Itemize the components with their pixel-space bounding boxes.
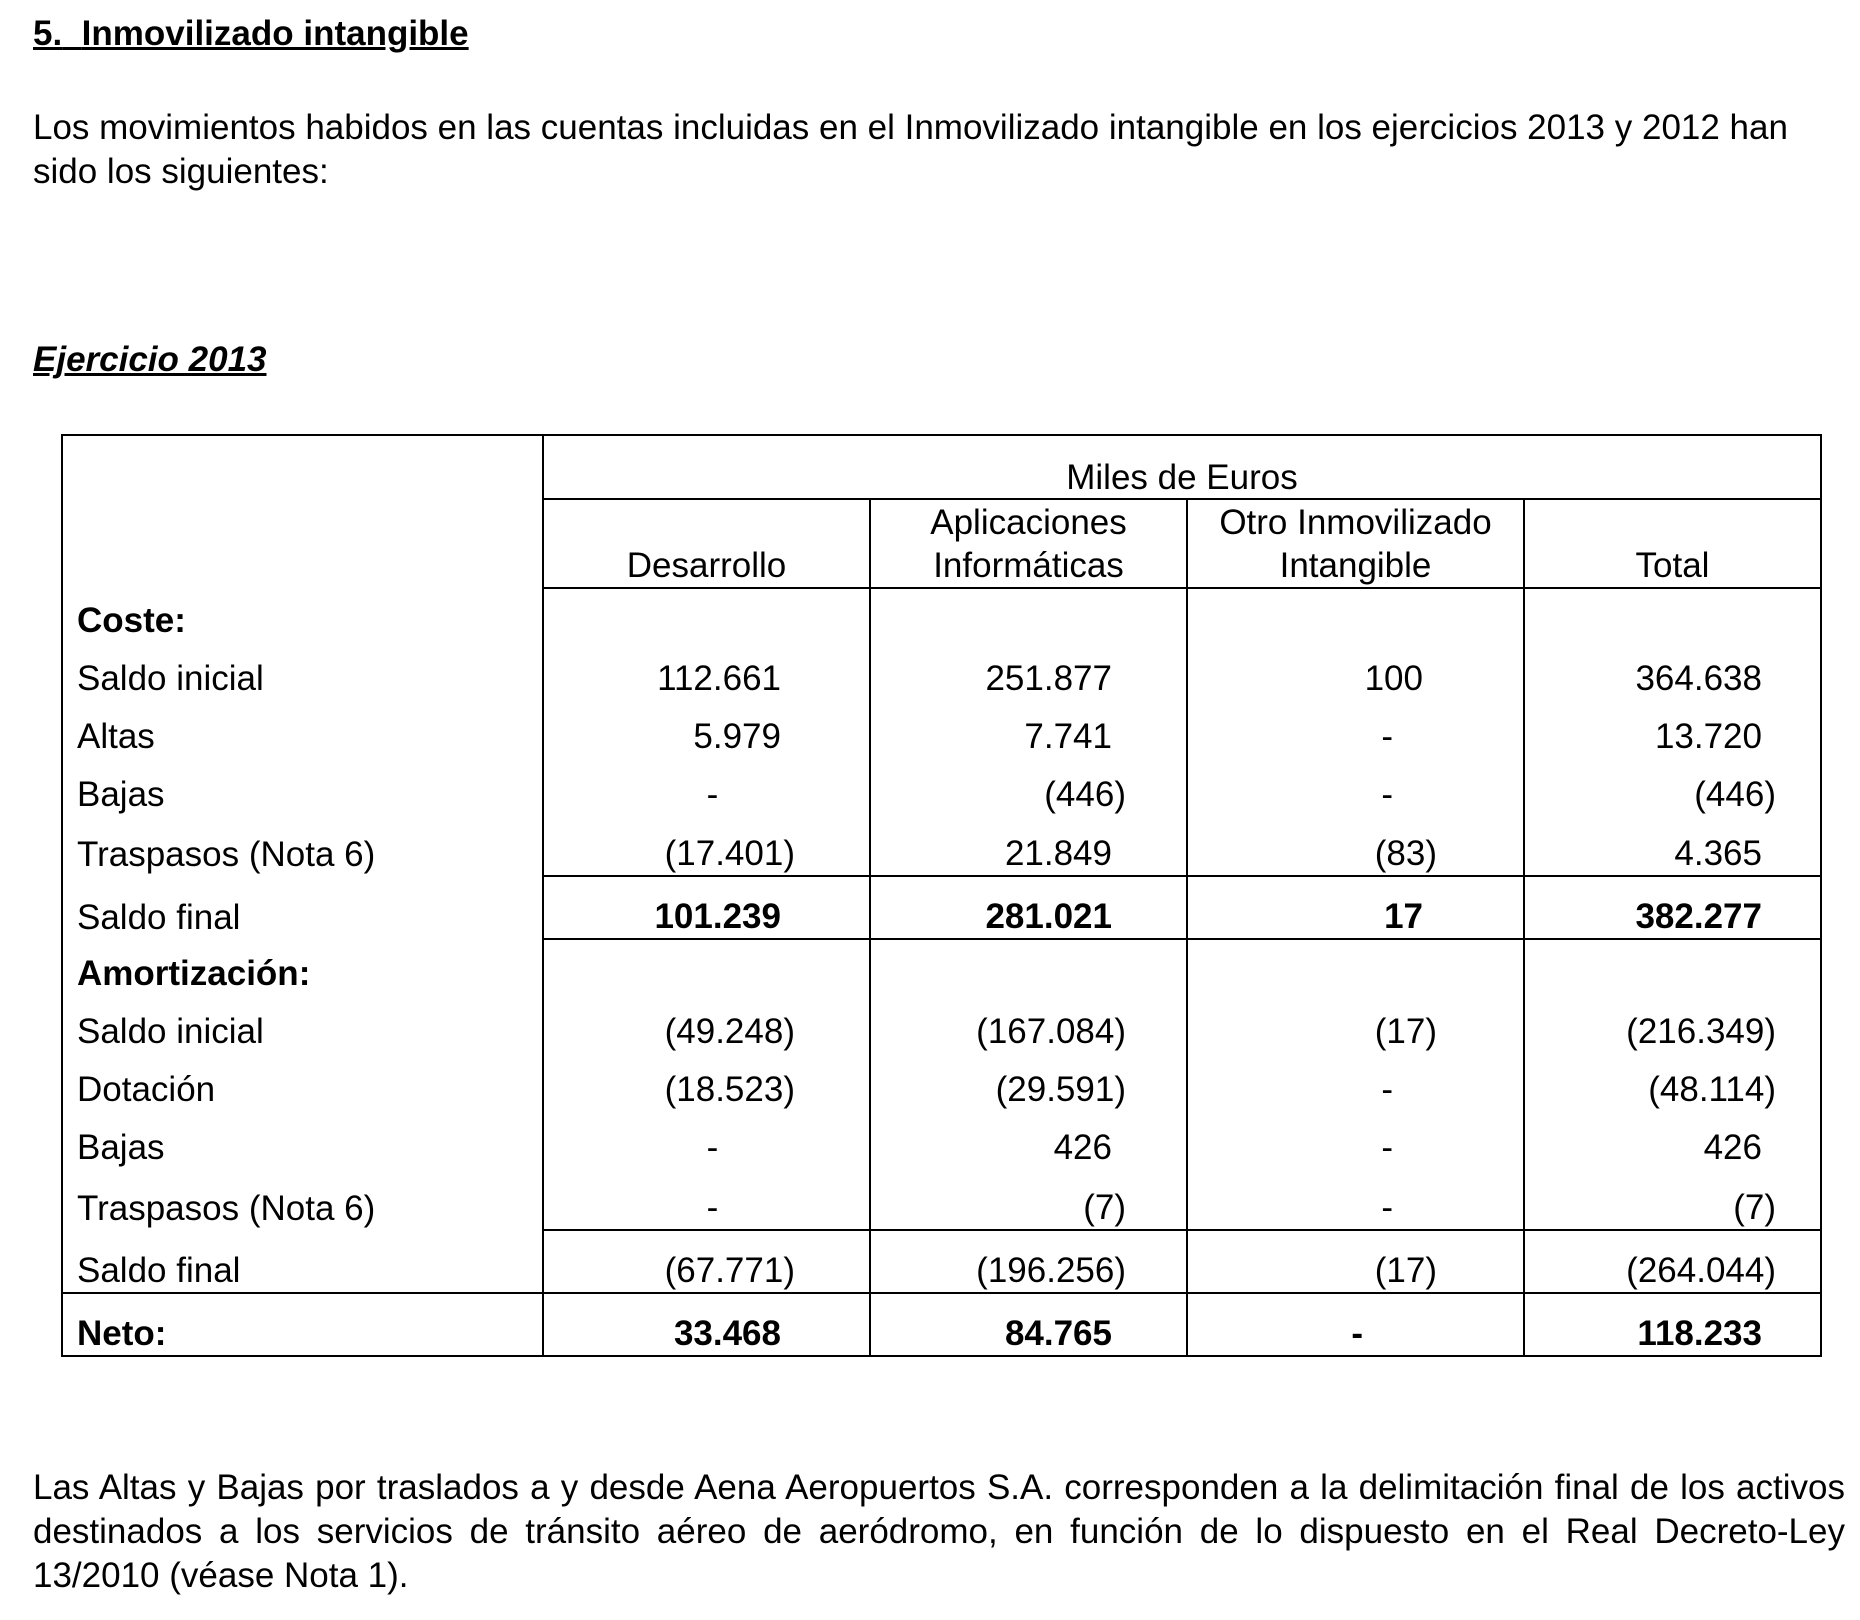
cell-value: (7)	[1524, 1169, 1821, 1230]
cell-value: -	[1187, 1293, 1524, 1356]
section-row	[62, 588, 1821, 642]
table-row	[62, 700, 1821, 758]
cell-value: (29.591)	[870, 1053, 1187, 1111]
row-label: Bajas	[62, 1111, 543, 1169]
header-empty-cell	[62, 435, 543, 588]
cell-value: 118.233	[1524, 1293, 1821, 1356]
row-label: Saldo final	[62, 876, 543, 939]
group-header: Miles de Euros	[543, 435, 1821, 499]
table-row-subtotal	[62, 1230, 1821, 1293]
cell-value: 100	[1187, 642, 1524, 700]
table-row	[62, 758, 1821, 816]
cell-value: 4.365	[1524, 816, 1821, 876]
table-row	[62, 1111, 1821, 1169]
cell-value: (17)	[1187, 1230, 1524, 1293]
col-header-otro-inmovilizado: Otro Inmovilizado Intangible	[1187, 499, 1524, 588]
cell-value: (167.084)	[870, 995, 1187, 1053]
cell-value: (18.523)	[543, 1053, 870, 1111]
cell-value: -	[1187, 700, 1524, 758]
table-row	[62, 1053, 1821, 1111]
col-header-desarrollo: Desarrollo	[543, 499, 870, 588]
cell-value: -	[1187, 758, 1524, 816]
intro-paragraph: Los movimientos habidos en las cuentas incluidas en el Inmovilizado intangible en los ejercicios 2013 y 2012 han sido los siguientes:	[33, 108, 1788, 191]
cell-value: -	[1187, 1053, 1524, 1111]
table-row	[62, 995, 1821, 1053]
cell-value: 382.277	[1524, 876, 1821, 939]
row-label: Traspasos (Nota 6)	[62, 816, 543, 876]
table-row-subtotal	[62, 876, 1821, 939]
cell-value: 13.720	[1524, 700, 1821, 758]
row-label: Altas	[62, 700, 543, 758]
cell-value: -	[1187, 1111, 1524, 1169]
table-row	[62, 1169, 1821, 1230]
section-label-amortizacion: Amortización:	[62, 939, 543, 995]
row-label: Dotación	[62, 1053, 543, 1111]
cell-value: 426	[870, 1111, 1187, 1169]
cell-value: (446)	[870, 758, 1187, 816]
cell-value: (446)	[1524, 758, 1821, 816]
table-row	[62, 642, 1821, 700]
row-label: Saldo inicial	[62, 642, 543, 700]
cell-value: 251.877	[870, 642, 1187, 700]
cell-value: 364.638	[1524, 642, 1821, 700]
cell-value: 84.765	[870, 1293, 1187, 1356]
cell-value: (17)	[1187, 995, 1524, 1053]
section-label-coste: Coste:	[62, 588, 543, 642]
row-label: Traspasos (Nota 6)	[62, 1169, 543, 1230]
cell-value: (67.771)	[543, 1230, 870, 1293]
cell-value: 112.661	[543, 642, 870, 700]
cell-value: (196.256)	[870, 1230, 1187, 1293]
row-label: Saldo inicial	[62, 995, 543, 1053]
cell-value: -	[543, 1169, 870, 1230]
cell-value: 5.979	[543, 700, 870, 758]
table-row-total	[62, 1293, 1821, 1356]
cell-value: 7.741	[870, 700, 1187, 758]
cell-value: -	[543, 758, 870, 816]
cell-value: 33.468	[543, 1293, 870, 1356]
row-label: Saldo final	[62, 1230, 543, 1293]
cell-value: (216.349)	[1524, 995, 1821, 1053]
section-number: 5.	[33, 14, 63, 53]
cell-value: (83)	[1187, 816, 1524, 876]
fiscal-year-subheading: Ejercicio 2013	[33, 340, 267, 379]
cell-value: (7)	[870, 1169, 1187, 1230]
cell-value: 21.849	[870, 816, 1187, 876]
cell-value: (17.401)	[543, 816, 870, 876]
footer-paragraph: Las Altas y Bajas por traslados a y desde Aena Aeropuertos S.A. corresponden a la delimitación final de los activos destinados a los servicios de tránsito aéreo de aeródromo, en función de lo dispuesto en el Real Decreto-Ley 13/2010 (véase Nota 1).	[33, 1468, 1845, 1595]
cell-value: 281.021	[870, 876, 1187, 939]
cell-value: 17	[1187, 876, 1524, 939]
section-heading	[33, 14, 469, 54]
cell-value: (49.248)	[543, 995, 870, 1053]
section-title: Inmovilizado intangible	[81, 14, 469, 53]
cell-value: -	[543, 1111, 870, 1169]
table-row	[62, 816, 1821, 876]
col-header-total: Total	[1524, 499, 1821, 588]
section-row	[62, 939, 1821, 995]
cell-value: (48.114)	[1524, 1053, 1821, 1111]
row-label: Neto:	[62, 1293, 543, 1356]
intangible-assets-table	[61, 434, 1822, 1357]
row-label: Bajas	[62, 758, 543, 816]
cell-value: -	[1187, 1169, 1524, 1230]
cell-value: (264.044)	[1524, 1230, 1821, 1293]
cell-value: 101.239	[543, 876, 870, 939]
col-header-aplicaciones: Aplicaciones Informáticas	[870, 499, 1187, 588]
cell-value: 426	[1524, 1111, 1821, 1169]
